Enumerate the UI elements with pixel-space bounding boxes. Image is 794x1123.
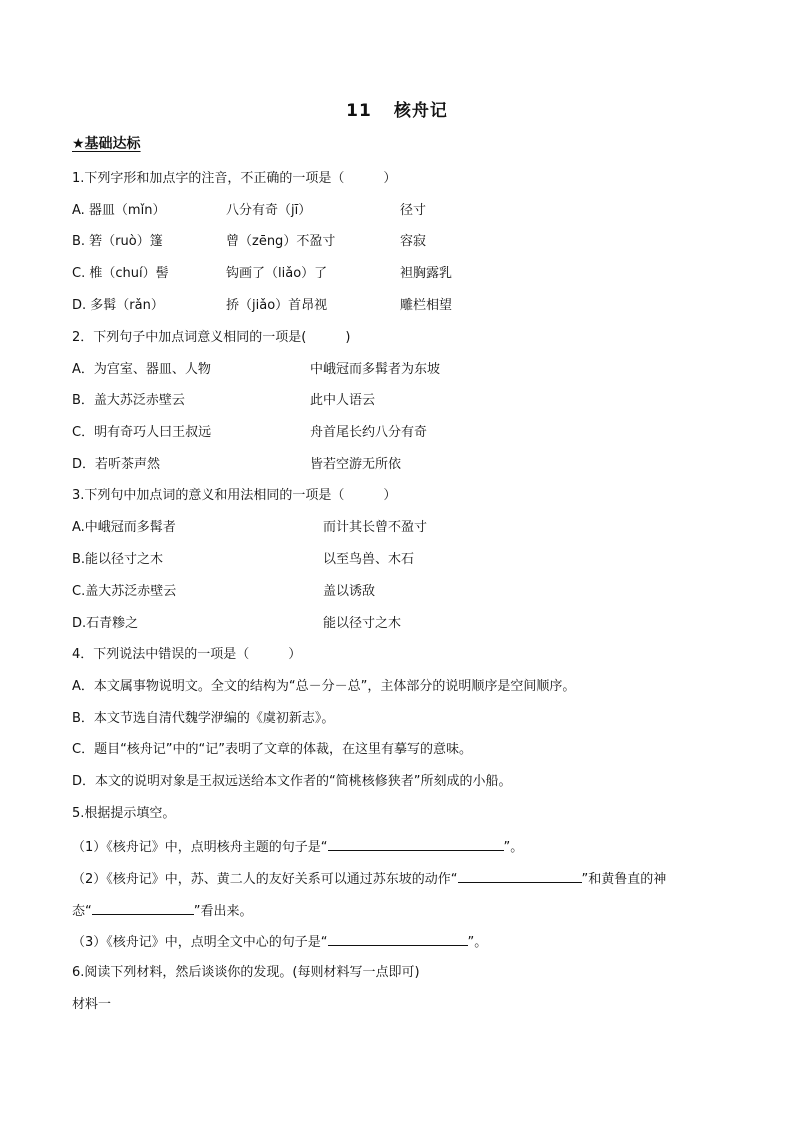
q2-option-d-2: 皆若空游无所依 <box>310 457 402 472</box>
q5-item-2-line2-suffix: ”看出来。 <box>193 904 253 919</box>
q4-stem: 4．下列说法中错误的一项是（ ） <box>72 647 302 662</box>
q2-option-c-1: C．明有奇巧人曰王叔远 <box>72 425 212 440</box>
q4-option-d: D．本文的说明对象是王叔远送给本文作者的“简桃核修狭者”所刻成的小船。 <box>72 774 512 789</box>
q3-option-c-2: 盖以诱敌 <box>323 584 376 599</box>
q1-option-a-3: 径寸 <box>400 203 427 218</box>
q2-option-d-1: D．若听茶声然 <box>72 457 161 472</box>
lesson-number: 11 <box>346 101 372 121</box>
q3-option-b-2: 以至鸟兽、木石 <box>323 552 415 567</box>
q3-option-b-1: B.能以径寸之木 <box>72 552 164 567</box>
q1-option-c-1: C. 椎（chuí）髻 <box>72 266 169 281</box>
q2-option-b-2: 此中人语云 <box>310 393 376 408</box>
q3-stem: 3.下列句中加点词的意义和用法相同的一项是（ ） <box>72 488 397 503</box>
q5-item-2-line2-prefix: 态“ <box>72 904 92 919</box>
q5-item-3 <box>72 933 487 951</box>
q2-option-a-1: A．为宫室、器皿、人物 <box>72 362 211 377</box>
q4-option-c: C．题目“核舟记”中的“记”表明了文章的体裁，在这里有摹写的意味。 <box>72 742 473 757</box>
q5-item-3-answer-blank[interactable] <box>328 933 468 946</box>
lesson-title: 核舟记 <box>393 101 448 121</box>
page-title <box>0 96 794 121</box>
q1-option-d-2: 挢（jiǎo）首昂视 <box>226 298 328 313</box>
q6-stem: 6.阅读下列材料，然后谈谈你的发现。(每则材料写一点即可) <box>72 965 420 980</box>
q3-option-d-1: D.石青糁之 <box>72 616 139 631</box>
q3-option-a-1: A.中峨冠而多髯者 <box>72 520 176 535</box>
q5-item-1-answer-blank[interactable] <box>328 838 504 851</box>
q3-option-a-2: 而计其长曾不盈寸 <box>323 520 428 535</box>
q5-item-2-middle: ”和黄鲁直的神 <box>581 872 667 887</box>
q2-option-a-2: 中峨冠而多髯者为东坡 <box>310 362 441 377</box>
q1-option-d-1: D. 多髯（rǎn） <box>72 298 164 313</box>
q6-material-heading: 材料一 <box>72 997 112 1012</box>
q5-item-3-prefix: （3）《核舟记》中，点明全文中心的句子是“ <box>72 935 328 950</box>
q2-option-c-2: 舟首尾长约八分有奇 <box>310 425 428 440</box>
q5-item-1 <box>72 838 523 856</box>
q1-option-a-2: 八分有奇（jī） <box>226 203 312 218</box>
q5-item-1-prefix: （1）《核舟记》中，点明核舟主题的句子是“ <box>72 840 328 855</box>
q1-option-b-2: 曾（zēng）不盈寸 <box>226 234 336 249</box>
q1-stem: 1.下列字形和加点字的注音，不正确的一项是（ ） <box>72 171 397 186</box>
q5-item-2-continued <box>72 902 253 920</box>
q1-option-c-3: 袒胸露乳 <box>400 266 453 281</box>
q1-option-c-2: 钩画了（liǎo）了 <box>226 266 328 281</box>
q1-option-b-1: B. 箬（ruò）篷 <box>72 234 163 249</box>
q4-option-b: B．本文节选自清代魏学洢编的《虞初新志》。 <box>72 711 335 726</box>
q5-item-2-expression-blank[interactable] <box>92 902 194 915</box>
q4-option-a: A．本文属事物说明文。全文的结构为“总－分－总”，主体部分的说明顺序是空间顺序。 <box>72 679 576 694</box>
q1-option-b-3: 容寂 <box>400 234 427 249</box>
q2-stem: 2．下列句子中加点词意义相同的一项是( ) <box>72 330 351 345</box>
q5-item-3-suffix: ”。 <box>467 935 488 950</box>
q5-item-1-suffix: ”。 <box>503 840 524 855</box>
q3-option-c-1: C.盖大苏泛赤壁云 <box>72 584 177 599</box>
q5-item-2-action-blank[interactable] <box>458 870 582 883</box>
q1-option-d-3: 雕栏相望 <box>400 298 453 313</box>
q5-item-2 <box>72 870 666 888</box>
q2-option-b-1: B．盖大苏泛赤壁云 <box>72 393 185 408</box>
q5-stem: 5.根据提示填空。 <box>72 806 176 821</box>
q5-item-2-prefix: （2）《核舟记》中，苏、黄二人的友好关系可以通过苏东坡的动作“ <box>72 872 458 887</box>
section-heading: ★基础达标 <box>72 136 141 152</box>
q1-option-a-1: A. 器皿（mǐn） <box>72 203 166 218</box>
q3-option-d-2: 能以径寸之木 <box>323 616 402 631</box>
